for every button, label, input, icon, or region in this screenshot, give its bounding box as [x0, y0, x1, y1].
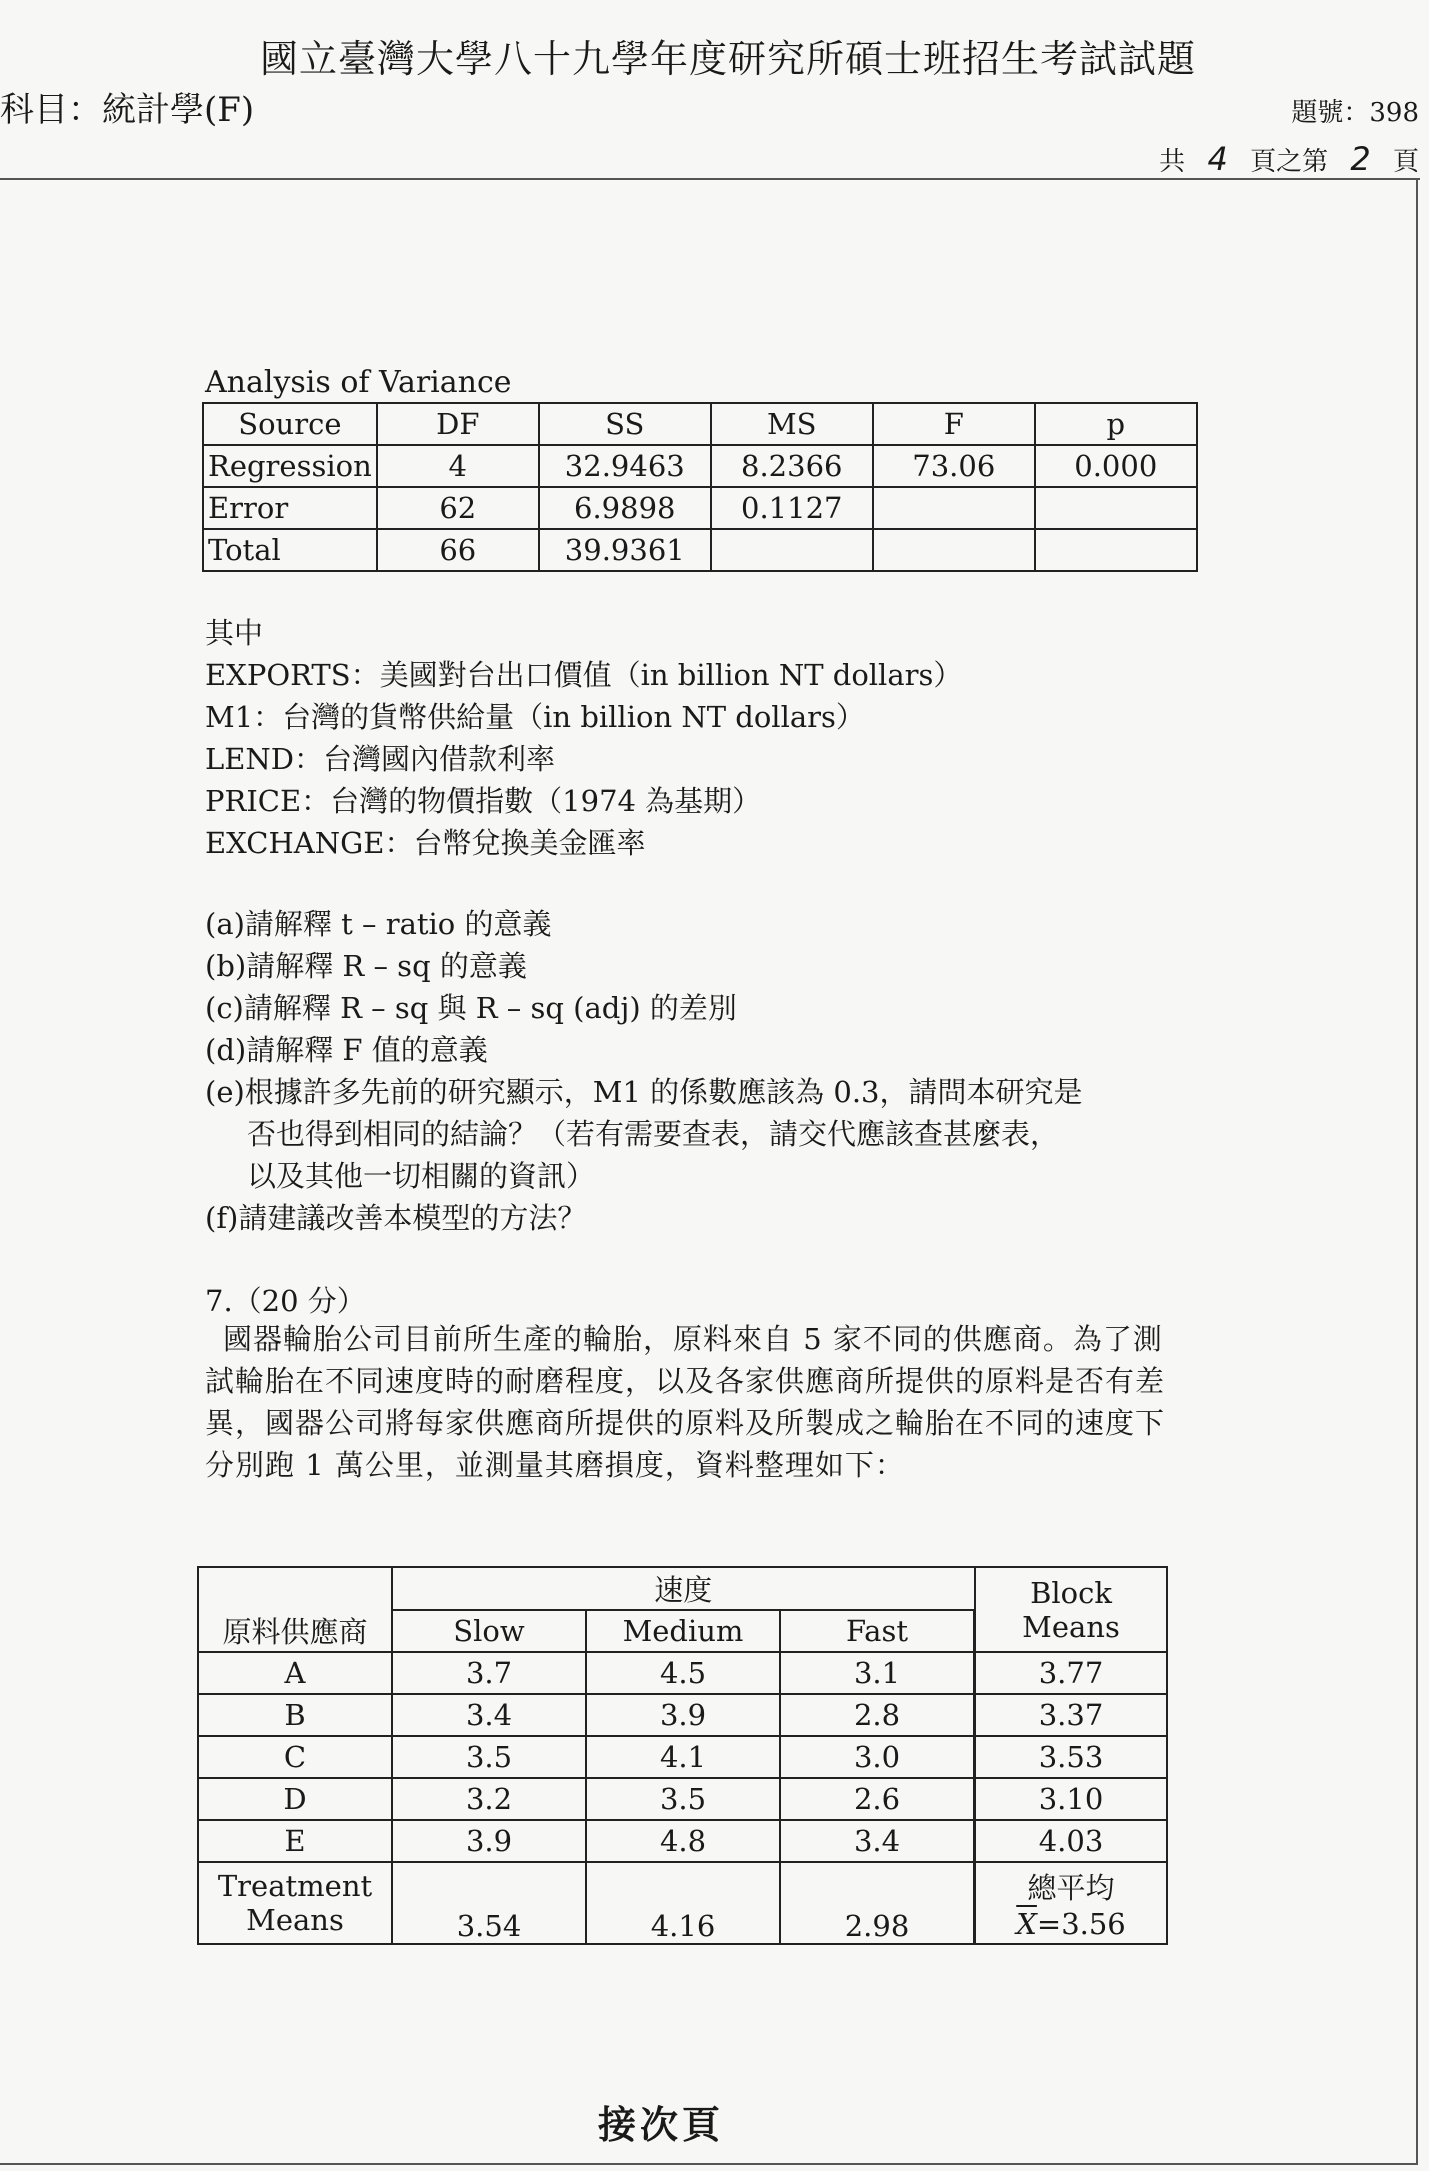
anova-col-ss: SS [539, 403, 711, 445]
question-7-heading: 7.（20 分） [205, 1284, 366, 1318]
anova-p: 0.000 [1035, 445, 1197, 487]
medium-value: 4.5 [586, 1652, 780, 1694]
supplier-name: B [198, 1694, 392, 1736]
grand-mean-cell [975, 1862, 1168, 1944]
exam-title: 國立臺灣大學八十九學年度研究所碩士班招生考試試題 [260, 37, 1197, 81]
slow-value: 3.9 [392, 1820, 586, 1862]
anova-table [202, 402, 1198, 572]
medium-value: 3.5 [586, 1778, 780, 1820]
block-mean-value: 3.77 [975, 1652, 1168, 1694]
anova-header-row [203, 403, 1197, 445]
question-d: (d)請解釋 F 值的意義 [205, 1033, 488, 1067]
anova-source: Regression [203, 445, 377, 487]
treatment-mean-slow: 3.54 [392, 1862, 586, 1944]
question-number: 題號：398 [1291, 98, 1419, 128]
anova-col-ms: MS [711, 403, 873, 445]
anova-ms: 8.2366 [711, 445, 873, 487]
slow-value: 3.5 [392, 1736, 586, 1778]
table-row [198, 1652, 1167, 1694]
supplier-name: A [198, 1652, 392, 1694]
grand-mean-label: 總平均 [1027, 1870, 1115, 1905]
medium-value: 3.9 [586, 1694, 780, 1736]
question-c: (c)請解釋 R – sq 與 R – sq (adj) 的差別 [205, 991, 737, 1025]
table-row [198, 1694, 1167, 1736]
speed-medium-header: Medium [586, 1610, 780, 1652]
block-mean-value: 3.37 [975, 1694, 1168, 1736]
table-row [203, 487, 1197, 529]
anova-p [1035, 529, 1197, 571]
anova-col-f: F [873, 403, 1035, 445]
definition-item: PRICE：台灣的物價指數（1974 為基期） [205, 784, 762, 818]
block-means-header [975, 1567, 1168, 1652]
anova-df: 66 [377, 529, 539, 571]
anova-ss: 32.9463 [539, 445, 711, 487]
supplier-name: D [198, 1778, 392, 1820]
definition-item: EXCHANGE：台幣兌換美金匯率 [205, 826, 646, 860]
anova-col-df: DF [377, 403, 539, 445]
medium-value: 4.1 [586, 1736, 780, 1778]
fast-value: 3.0 [780, 1736, 975, 1778]
anova-f [873, 529, 1035, 571]
block-mean-value: 4.03 [975, 1820, 1168, 1862]
table-row [203, 529, 1197, 571]
question-e-line-2: 否也得到相同的結論？（若有需要查表，請交代應該查甚麼表， [247, 1117, 1060, 1151]
anova-col-source: Source [203, 403, 377, 445]
treatment-mean-fast: 2.98 [780, 1862, 975, 1944]
anova-source: Total [203, 529, 377, 571]
anova-df: 4 [377, 445, 539, 487]
page-mid: 頁之第 [1250, 147, 1329, 177]
treatment-mean-medium: 4.16 [586, 1862, 780, 1944]
block-mean-value: 3.53 [975, 1736, 1168, 1778]
question-e-line-3: 以及其他一切相關的資訊） [247, 1159, 596, 1193]
fast-value: 2.6 [780, 1778, 975, 1820]
anova-source: Error [203, 487, 377, 529]
table-row [198, 1778, 1167, 1820]
treatment-label-line-2: Means [246, 1903, 344, 1937]
question-e-line-1: (e)根據許多先前的研究顯示，M1 的係數應該為 0.3，請問本研究是 [205, 1075, 1083, 1109]
anova-ms [711, 529, 873, 571]
treatment-means-row [198, 1862, 1167, 1944]
block-mean-value: 3.10 [975, 1778, 1168, 1820]
question-f: (f)請建議改善本模型的方法？ [205, 1201, 587, 1235]
next-page-note: 接次頁 [598, 2102, 725, 2147]
block-header-line-2: Means [1022, 1609, 1120, 1644]
treatment-means-label [198, 1862, 392, 1944]
anova-ss: 39.9361 [539, 529, 711, 571]
definitions-intro: 其中 [205, 616, 264, 650]
speed-fast-header: Fast [780, 1610, 975, 1652]
current-page: 2 [1350, 140, 1371, 178]
anova-caption: Analysis of Variance [205, 365, 512, 400]
block-header-line-1: Block [1030, 1575, 1112, 1610]
grand-mean-symbol: $\overline{X}$ [1016, 1906, 1037, 1941]
fast-value: 3.1 [780, 1652, 975, 1694]
grand-mean-expression [980, 1907, 1162, 1941]
page-prefix: 共 [1159, 147, 1186, 177]
speed-header: 速度 [392, 1567, 975, 1610]
question-a: (a)請解釋 t – ratio 的意義 [205, 907, 552, 941]
definition-item: LEND：台灣國內借款利率 [205, 742, 556, 776]
table-row [198, 1820, 1167, 1862]
total-pages: 4 [1207, 140, 1228, 178]
definition-item: EXPORTS：美國對台出口價值（in billion NT dollars） [205, 658, 963, 692]
page-suffix: 頁 [1392, 147, 1419, 177]
supplier-name: E [198, 1820, 392, 1862]
supplier-name: C [198, 1736, 392, 1778]
table-row [203, 445, 1197, 487]
question-b: (b)請解釋 R – sq 的意義 [205, 949, 527, 983]
anova-df: 62 [377, 487, 539, 529]
anova-col-p: p [1035, 403, 1197, 445]
table-row [198, 1736, 1167, 1778]
definition-item: M1：台灣的貨幣供給量（in billion NT dollars） [205, 700, 865, 734]
anova-f: 73.06 [873, 445, 1035, 487]
subject-label: 科目：統計學(F) [0, 90, 255, 130]
page-indicator [1159, 140, 1419, 178]
variable-definitions [205, 612, 1205, 864]
fast-value: 3.4 [780, 1820, 975, 1862]
anova-ms: 0.1127 [711, 487, 873, 529]
tire-wear-table [197, 1566, 1168, 1945]
treatment-label-line-1: Treatment [217, 1869, 373, 1903]
slow-value: 3.7 [392, 1652, 586, 1694]
slow-value: 3.2 [392, 1778, 586, 1820]
slow-value: 3.4 [392, 1694, 586, 1736]
question-7-body: 國器輪胎公司目前所生產的輪胎，原料來自 5 家不同的供應商。為了測試輪胎在不同速度時的耐磨程度，以及各家供應商所提供的原料是否有差異，國器公司將每家供應商所提供的原料及所製成之輪胎在不同的速度下分別跑 1 萬公里，並測量其磨損度，資料整理如下： [205, 1322, 1166, 1482]
sub-questions [205, 903, 1205, 1239]
grand-mean-value: =3.56 [1036, 1906, 1126, 1941]
fast-value: 2.8 [780, 1694, 975, 1736]
supplier-header: 原料供應商 [198, 1567, 392, 1652]
anova-ss: 6.9898 [539, 487, 711, 529]
medium-value: 4.8 [586, 1820, 780, 1862]
anova-f [873, 487, 1035, 529]
speed-slow-header: Slow [392, 1610, 586, 1652]
anova-p [1035, 487, 1197, 529]
